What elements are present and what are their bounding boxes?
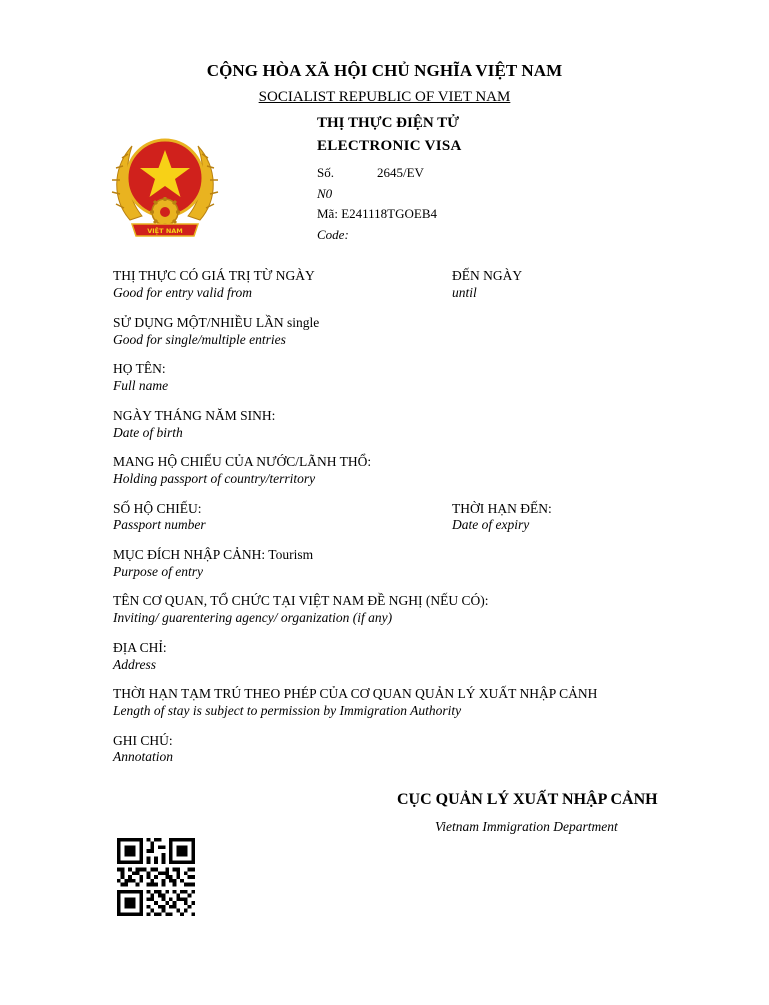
passport-country-label-en: Holding passport of country/territory xyxy=(113,471,316,486)
expiry-label: THỜI HẠN ĐẾN: xyxy=(452,501,552,516)
department-name-vi: CỤC QUẢN LÝ XUẤT NHẬP CẢNH xyxy=(397,791,658,808)
department-name-en: Vietnam Immigration Department xyxy=(435,819,618,834)
agency-label-en: Inviting/ guarentering agency/ organization (if any) xyxy=(113,610,393,625)
annotation-label: GHI CHÚ: xyxy=(113,733,173,748)
purpose-label: MỤC ĐÍCH NHẬP CẢNH: Tourism xyxy=(113,547,314,562)
country-title-vi: CỘNG HÒA XÃ HỘI CHỦ NGHĨA VIỆT NAM xyxy=(206,61,563,80)
number-label-en: N0 xyxy=(317,186,333,201)
number-label: Số. xyxy=(317,165,334,180)
length-of-stay-label: THỜI HẠN TẠM TRÚ THEO PHÉP CỦA CƠ QUAN QUẢN LÝ XUẤT NHẬP CẢNH xyxy=(113,686,598,701)
passport-number-label-en: Passport number xyxy=(113,517,206,532)
purpose-label-en: Purpose of entry xyxy=(113,564,203,579)
code-label-en: Code: xyxy=(317,227,349,242)
national-emblem xyxy=(110,128,220,240)
number-value: 2645/EV xyxy=(377,165,424,180)
valid-from-label: THỊ THỰC CÓ GIÁ TRỊ TỪ NGÀY xyxy=(113,268,315,283)
date-of-birth-label: NGÀY THÁNG NĂM SINH: xyxy=(113,408,276,423)
address-label-en: Address xyxy=(113,657,156,672)
entries-label-en: Good for single/multiple entries xyxy=(113,332,286,347)
visa-title-en: ELECTRONIC VISA xyxy=(317,138,462,154)
expiry-label-en: Date of expiry xyxy=(452,517,530,532)
until-label-en: until xyxy=(452,285,477,300)
qr-code xyxy=(117,838,195,916)
length-of-stay-label-en: Length of stay is subject to permission by Immigration Authority xyxy=(113,703,462,718)
country-title-en: SOCIALIST REPUBLIC OF VIET NAM xyxy=(258,89,511,105)
emblem-ribbon-text: VIỆT NAM xyxy=(147,227,183,235)
address-label: ĐỊA CHỈ: xyxy=(113,640,167,655)
entries-label: SỬ DỤNG MỘT/NHIỀU LẦN single xyxy=(113,315,320,330)
visa-title-vi: THỊ THỰC ĐIỆN TỬ xyxy=(317,115,460,131)
annotation-label-en: Annotation xyxy=(113,749,173,764)
valid-from-label-en: Good for entry valid from xyxy=(113,285,252,300)
until-label: ĐẾN NGÀY xyxy=(452,268,523,283)
passport-number-label: SỐ HỘ CHIẾU: xyxy=(113,501,202,516)
code-value: Mã: E241118TGOEB4 xyxy=(317,206,437,221)
full-name-label-en: Full name xyxy=(113,378,169,393)
full-name-label: HỌ TÊN: xyxy=(113,361,166,376)
date-of-birth-label-en: Date of birth xyxy=(113,425,183,440)
passport-country-label: MANG HỘ CHIẾU CỦA NƯỚC/LÃNH THỔ: xyxy=(113,454,372,469)
agency-label: TÊN CƠ QUAN, TỔ CHỨC TẠI VIỆT NAM ĐỀ NGHỊ (NẾU CÓ): xyxy=(113,593,489,608)
